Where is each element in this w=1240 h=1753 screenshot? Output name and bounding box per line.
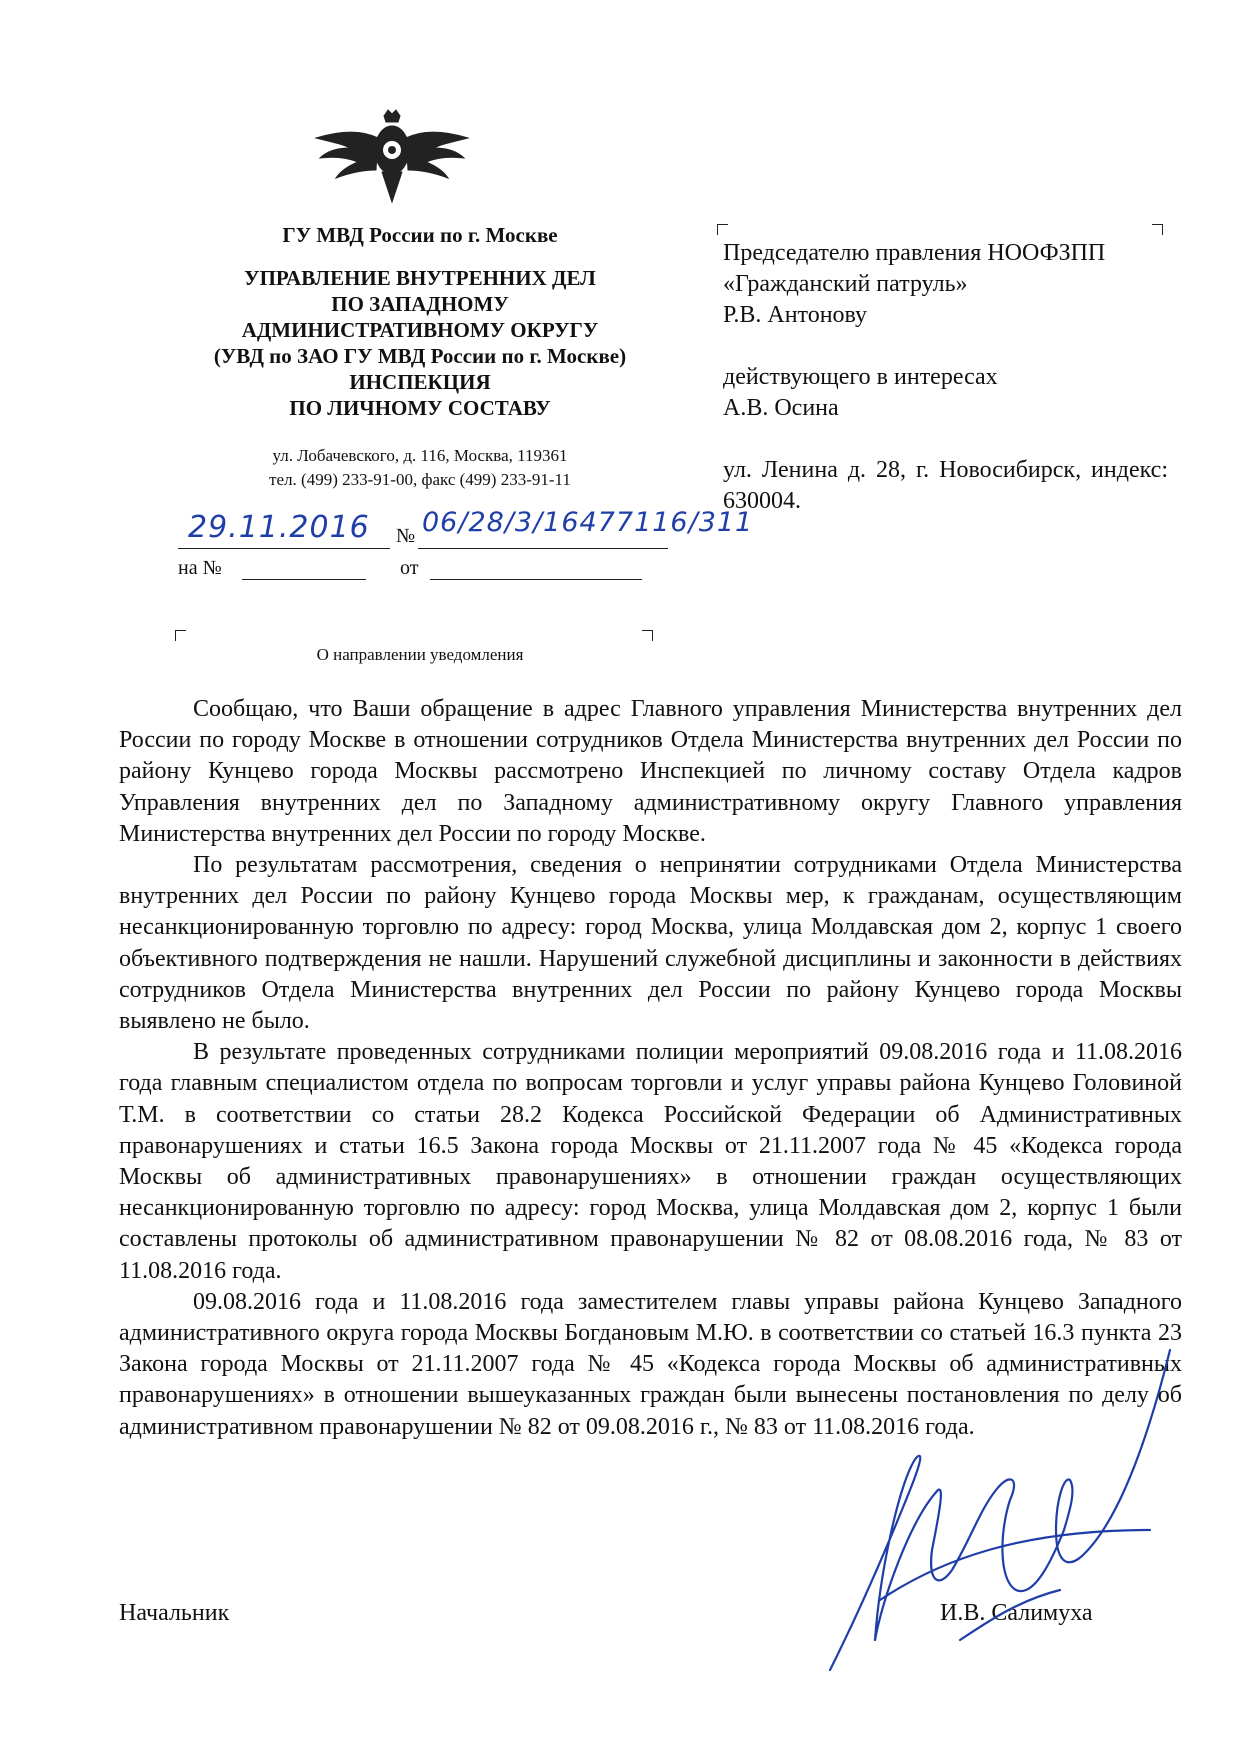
issuer-department-line: ПО ЛИЧНОМУ СОСТАВУ xyxy=(289,396,551,420)
reference-from-underline xyxy=(430,579,642,580)
signatory-name: И.В. Салимуха xyxy=(940,1600,1093,1626)
recipient-line: Председателю правления НООФЗПП xyxy=(723,240,1106,266)
issuer-department-line: ИНСПЕКЦИЯ xyxy=(349,370,491,394)
body-paragraph: 09.08.2016 года и 11.08.2016 года заместителем главы управы района Кунцево Западного административного округа города Москвы Богдановым М.Ю. в соответствии со статьей 16.3 пункта 23 Закона города Москвы от 21.11.2007 года № 45 «Кодекса города Москвы об административных правонарушениях» в отношении вышеуказанных граждан были вынесены постановления по делу об административном правонарушении № 82 от 09.08.2016 г., № 83 от 11.08.2016 года. xyxy=(119,1288,1182,1440)
body-paragraph: По результатам рассмотрения, сведения о непринятии сотрудниками Отдела Министерства внутренних дел России по району Кунцево города Москвы мер, к гражданам, осуществляющим несанкционированную торговлю по адресу: город Москва, улица Молдавская дом 2, корпус 1 своего объективного подтверждения не нашли. Нарушений служебной дисциплины и законности в действиях сотрудников Отдела Министерства внутренних дел России по району Кунцево города Москвы выявлено не было. xyxy=(119,852,1182,1035)
recipient-address: ул. Ленина д. 28, г. Новосибирск, индекс: 630004. xyxy=(723,457,1168,514)
recipient-acting-line: А.В. Осина xyxy=(723,395,839,421)
reference-from-label: от xyxy=(400,557,419,579)
issuer-contacts xyxy=(160,444,680,492)
body-paragraph: Сообщаю, что Ваши обращение в адрес Главного управления Министерства внутренних дел России по городу Москве в отношении сотрудников Отдела Министерства внутренних дел России по району Кунцево города Москвы рассмотрено Инспекцией по личному составу Отдела кадров Управления внутренних дел по Западному административному округу Главного управления Министерства внутренних дел России по городу Москве. xyxy=(119,696,1182,847)
recipient-corner-right xyxy=(1152,224,1163,235)
number-label: № xyxy=(396,525,416,547)
signatory-title: Начальник xyxy=(119,1600,230,1626)
handwritten-signature xyxy=(820,1340,1180,1680)
recipient-acting-line: действующего в интересах xyxy=(723,364,998,390)
issuer-department-line: АДМИНИСТРАТИВНОМУ ОКРУГУ xyxy=(241,318,599,342)
subject-corner-right xyxy=(642,630,653,641)
date-underline xyxy=(178,548,390,549)
issuer-department xyxy=(160,265,680,421)
issuer-department-line: ПО ЗАПАДНОМУ xyxy=(331,292,509,316)
subject-corner-left xyxy=(175,630,186,641)
reference-underline xyxy=(242,579,366,580)
mvd-emblem-icon xyxy=(312,108,472,208)
recipient-corner-left xyxy=(717,224,728,235)
number-underline xyxy=(418,548,668,549)
registration-block xyxy=(178,505,754,585)
handwritten-date: 29.11.2016 xyxy=(188,510,370,545)
issuer-ministry: ГУ МВД России по г. Москве xyxy=(282,223,558,247)
issuer-department-line: (УВД по ЗАО ГУ МВД России по г. Москве) xyxy=(213,344,627,368)
issuer-phone: тел. (499) 233-91-00, факс (499) 233-91-11 xyxy=(269,470,571,489)
recipient-line: «Гражданский патруль» xyxy=(723,271,968,297)
reference-label: на № xyxy=(178,557,222,579)
handwritten-number: 06/28/3/16477116/311 xyxy=(422,507,754,538)
recipient-line: Р.В. Антонову xyxy=(723,302,868,328)
recipient-block xyxy=(723,238,1168,517)
issuer-department-line: УПРАВЛЕНИЕ ВНУТРЕННИХ ДЕЛ xyxy=(244,266,596,290)
letter-body xyxy=(119,694,1182,1443)
document-subject: О направлении уведомления xyxy=(316,645,524,664)
body-paragraph: В результате проведенных сотрудниками полиции мероприятий 09.08.2016 года и 11.08.2016 года главным специалистом отдела по вопросам торговли и услуг управы района Кунцево Головиной Т.М. в соответствии со статьи 28.2 Кодекса Российской Федерации об Административных правонарушениях и статьи 16.5 Закона города Москвы от 21.11.2007 года № 45 «Кодекса города Москвы об административных правонарушениях» в отношении граждан осуществляющих несанкционированную торговлю по адресу: город Москва, улица Молдавская дом 2, корпус 1 были составлены протоколы об административном правонарушении № 82 от 08.08.2016 года, № 83 от 11.08.2016 года. xyxy=(119,1039,1182,1284)
issuer-address: ул. Лобачевского, д. 116, Москва, 119361 xyxy=(272,446,568,465)
